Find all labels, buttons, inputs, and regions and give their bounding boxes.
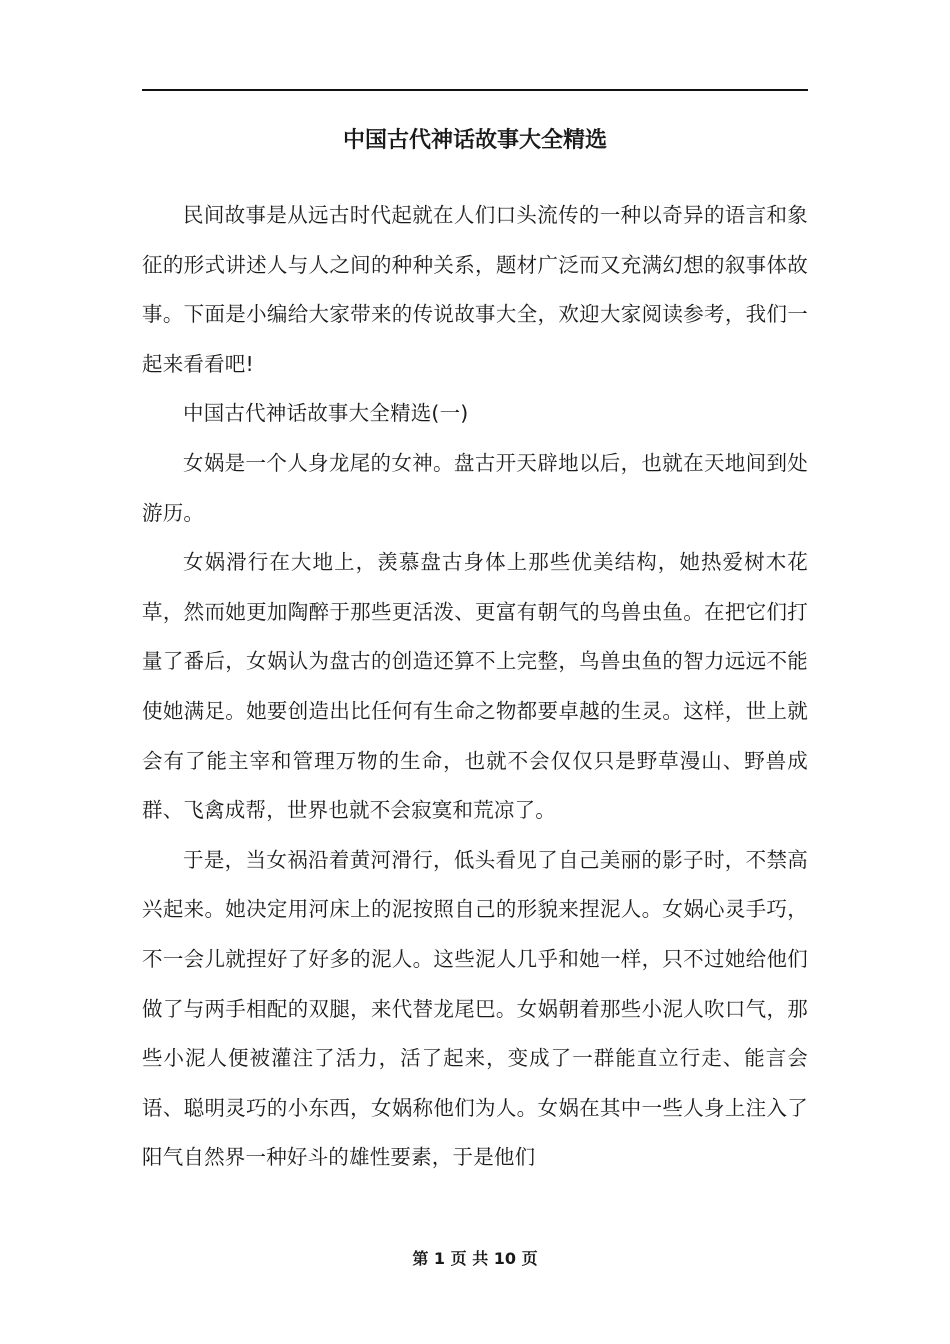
document-title: 中国古代神话故事大全精选 [342, 128, 607, 153]
paragraph-nuwa-intro: 女娲是一个人身龙尾的女神。盘古开天辟地以后，也就在天地间到处游历。 [142, 450, 808, 525]
section-heading: 中国古代神话故事大全精选(一) [183, 401, 469, 426]
paragraph-nuwa-creation: 于是，当女祸沿着黄河滑行，低头看见了自己美丽的影子时，不禁高兴起来。她决定用河床上的泥按照自己的形貌来捏泥人。女娲心灵手巧，不一会儿就捏好了好多的泥人。这些泥人几乎和她一样，只不过她给他们做了与两手相配的双腿，来代替龙尾巴。女娲朝着那些小泥人吹口气，那些小泥人便被灌注了活力，活了起来，变成了一群能直立行走、能言会语、聪明灵巧的小东西，女娲称他们为人。女娲在其中一些人身上注入了阳气自然界一种好斗的雄性要素，于是他们 [142, 847, 808, 1170]
paragraph-nuwa-wandering: 女娲滑行在大地上，羡慕盘古身体上那些优美结构，她热爱树木花草，然而她更加陶醉于那些更活泼、更富有朝气的鸟兽虫鱼。在把它们打量了番后，女娲认为盘古的创造还算不上完整，鸟兽虫鱼的智力远远不能使她满足。她要创造出比任何有生命之物都要卓越的生灵。这样，世上就会有了能主宰和管理万物的生命，也就不会仅仅只是野草漫山、野兽成群、飞禽成帮，世界也就不会寂寞和荒凉了。 [142, 550, 808, 823]
document-body [142, 191, 808, 1183]
paragraph-intro: 民间故事是从远古时代起就在人们口头流传的一种以奇异的语言和象征的形式讲述人与人之间的种种关系，题材广泛而又充满幻想的叙事体故事。下面是小编给大家带来的传说故事大全，欢迎大家阅读参考，我们一起来看看吧! [142, 203, 808, 376]
page-number: 第 1 页 共 10 页 [412, 1249, 538, 1268]
header-rule [142, 89, 808, 91]
